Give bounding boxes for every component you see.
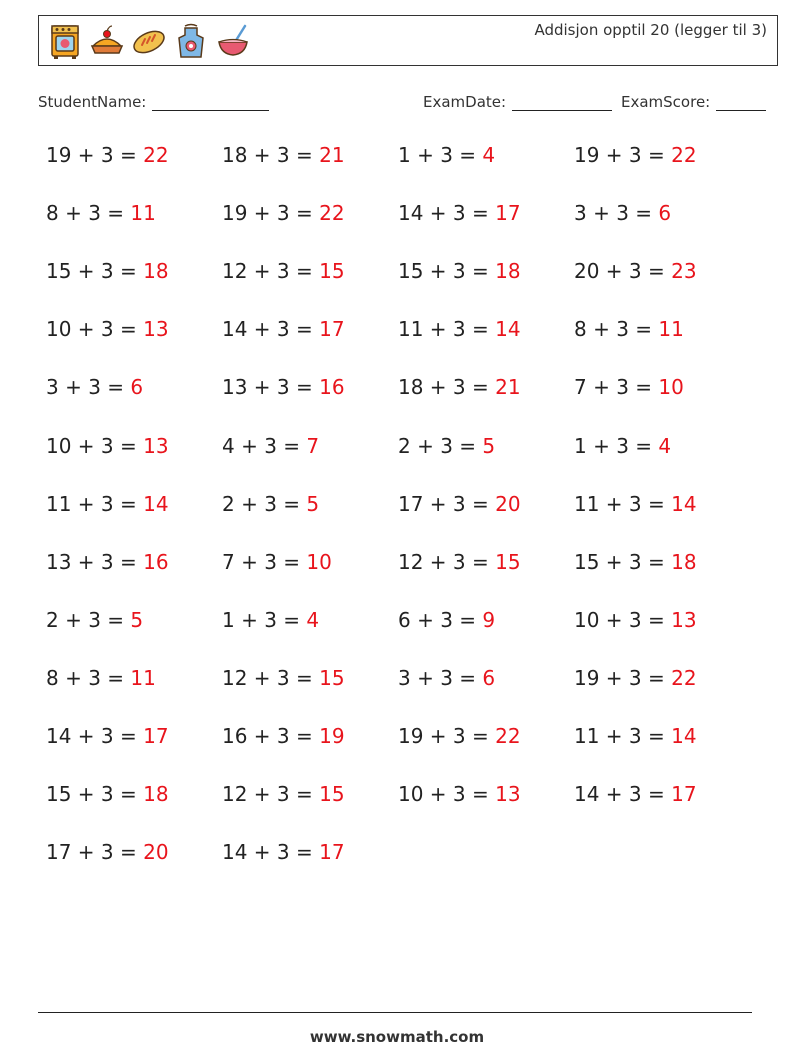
problem-answer: 9 (482, 607, 496, 632)
problem-item (222, 259, 345, 283)
problem-item (574, 201, 671, 225)
problem-question: 11 + 3 = (574, 491, 672, 516)
problem-item (222, 492, 319, 516)
exam-date-blank (512, 95, 612, 111)
problem-question: 19 + 3 = (574, 665, 672, 690)
problem-item (222, 782, 345, 806)
problem-answer: 14 (143, 491, 169, 516)
problem-answer: 17 (143, 724, 169, 748)
bread-icon (131, 22, 167, 60)
problem-item (46, 550, 169, 574)
problem-question: 12 + 3 = (222, 665, 320, 690)
problem-answer: 13 (143, 317, 169, 342)
problem-question: 14 + 3 = (398, 201, 496, 226)
problem-question: 7 + 3 = (574, 375, 659, 400)
problem-item (574, 666, 697, 690)
problem-answer: 18 (143, 782, 169, 807)
problem-question: 10 + 3 = (574, 607, 672, 632)
stove-icon (47, 22, 83, 60)
problem-question: 11 + 3 = (46, 491, 144, 516)
problem-item (46, 782, 169, 806)
worksheet-header (38, 15, 778, 66)
problem-answer: 14 (671, 491, 697, 516)
problem-question: 11 + 3 = (574, 724, 672, 748)
problem-question: 15 + 3 = (398, 259, 496, 284)
problem-item (574, 608, 697, 632)
problem-item (46, 259, 169, 283)
problem-item (46, 143, 169, 167)
exam-score-field (621, 93, 766, 111)
problem-item (46, 375, 143, 399)
exam-date-label: ExamDate: (423, 93, 507, 111)
problem-answer: 17 (671, 782, 697, 807)
footer-url: www.snowmath.com (309, 1028, 485, 1046)
problem-item (574, 375, 684, 399)
problem-question: 19 + 3 = (574, 143, 672, 167)
problem-question: 10 + 3 = (46, 433, 144, 458)
problem-item (574, 492, 697, 516)
problem-answer: 11 (130, 665, 156, 690)
problem-answer: 23 (671, 259, 697, 284)
problem-answer: 4 (658, 433, 672, 458)
problem-question: 3 + 3 = (398, 665, 483, 690)
problem-item (222, 375, 345, 399)
problem-question: 2 + 3 = (398, 433, 483, 458)
problem-item (222, 550, 332, 574)
problem-item (222, 840, 345, 864)
problem-question: 14 + 3 = (574, 782, 672, 807)
problem-item (398, 317, 521, 341)
problem-item (222, 608, 319, 632)
problem-item (398, 143, 495, 167)
problem-question: 19 + 3 = (398, 724, 496, 748)
problem-question: 18 + 3 = (398, 375, 496, 400)
problem-question: 19 + 3 = (46, 143, 144, 167)
pie-icon (89, 22, 125, 60)
problem-item (222, 201, 345, 225)
problem-item (398, 724, 521, 748)
problem-item (398, 492, 521, 516)
problem-answer: 22 (495, 724, 521, 748)
problem-answer: 4 (482, 143, 496, 167)
problem-item (46, 434, 169, 458)
problem-answer: 5 (482, 433, 496, 458)
problem-item (46, 724, 169, 748)
problem-question: 15 + 3 = (46, 259, 144, 284)
problem-answer: 20 (143, 840, 169, 865)
problem-question: 16 + 3 = (222, 724, 320, 748)
problem-question: 17 + 3 = (46, 840, 144, 865)
problem-answer: 6 (130, 375, 144, 400)
problem-question: 13 + 3 = (46, 549, 144, 574)
problem-question: 12 + 3 = (222, 259, 320, 284)
problem-question: 12 + 3 = (398, 549, 496, 574)
problem-answer: 11 (130, 201, 156, 226)
problem-question: 8 + 3 = (46, 665, 131, 690)
problem-answer: 14 (671, 724, 697, 748)
problem-answer: 5 (306, 491, 320, 516)
problem-question: 12 + 3 = (222, 782, 320, 807)
problem-answer: 14 (495, 317, 521, 342)
problem-answer: 22 (319, 201, 345, 226)
problem-answer: 13 (143, 433, 169, 458)
exam-score-blank (716, 95, 766, 111)
problem-answer: 7 (306, 433, 320, 458)
problem-question: 4 + 3 = (222, 433, 307, 458)
problem-item (46, 840, 169, 864)
student-name-blank (152, 95, 269, 111)
problem-question: 1 + 3 = (222, 607, 307, 632)
problem-item (398, 782, 521, 806)
problem-item (398, 375, 521, 399)
apron-icon (173, 22, 209, 60)
problem-question: 10 + 3 = (398, 782, 496, 807)
problem-answer: 17 (319, 840, 345, 865)
student-name-field (38, 93, 269, 111)
problem-answer: 15 (319, 782, 345, 807)
problem-answer: 22 (671, 665, 697, 690)
problem-item (222, 724, 345, 748)
problem-answer: 13 (671, 607, 697, 632)
problem-item (222, 143, 345, 167)
problem-question: 8 + 3 = (574, 317, 659, 342)
problem-answer: 15 (495, 549, 521, 574)
problem-item (574, 782, 697, 806)
problem-answer: 13 (495, 782, 521, 807)
problem-answer: 17 (319, 317, 345, 342)
problem-item (574, 143, 697, 167)
problem-question: 11 + 3 = (398, 317, 496, 342)
problem-question: 8 + 3 = (46, 201, 131, 226)
problem-item (574, 550, 697, 574)
problem-question: 2 + 3 = (222, 491, 307, 516)
problem-answer: 19 (319, 724, 345, 748)
problem-answer: 18 (143, 259, 169, 284)
problem-item (46, 201, 156, 225)
problem-question: 3 + 3 = (574, 201, 659, 226)
problem-item (398, 201, 521, 225)
problem-answer: 16 (319, 375, 345, 400)
problem-question: 15 + 3 = (574, 549, 672, 574)
problem-question: 3 + 3 = (46, 375, 131, 400)
header-icons (47, 22, 251, 62)
worksheet-title: Addisjon opptil 20 (legger til 3) (534, 21, 767, 39)
problem-question: 18 + 3 = (222, 143, 320, 167)
footer-divider (38, 1012, 752, 1013)
problem-answer: 18 (495, 259, 521, 284)
problem-question: 2 + 3 = (46, 607, 131, 632)
problem-item (574, 317, 684, 341)
problem-answer: 5 (130, 607, 144, 632)
problem-answer: 22 (671, 143, 697, 167)
problem-answer: 15 (319, 665, 345, 690)
problem-answer: 4 (306, 607, 320, 632)
mixing-bowl-icon (215, 22, 251, 60)
problem-item (398, 550, 521, 574)
problem-item (574, 434, 671, 458)
problem-answer: 17 (495, 201, 521, 226)
problem-question: 15 + 3 = (46, 782, 144, 807)
problem-question: 14 + 3 = (46, 724, 144, 748)
problem-answer: 16 (143, 549, 169, 574)
problem-answer: 21 (495, 375, 521, 400)
problem-answer: 10 (658, 375, 684, 400)
problem-answer: 6 (482, 665, 496, 690)
problem-item (398, 666, 495, 690)
problem-item (222, 666, 345, 690)
problem-answer: 6 (658, 201, 672, 226)
problem-answer: 21 (319, 143, 345, 167)
problem-question: 20 + 3 = (574, 259, 672, 284)
problem-question: 1 + 3 = (398, 143, 483, 167)
exam-date-field (423, 93, 612, 111)
problem-item (222, 434, 319, 458)
student-name-label: StudentName: (38, 93, 147, 111)
problem-item (222, 317, 345, 341)
problem-answer: 22 (143, 143, 169, 167)
problem-answer: 18 (671, 549, 697, 574)
problem-item (398, 608, 495, 632)
problem-question: 17 + 3 = (398, 491, 496, 516)
problem-item (46, 608, 143, 632)
problem-item (398, 259, 521, 283)
student-info-row (38, 93, 772, 115)
problem-question: 10 + 3 = (46, 317, 144, 342)
problem-answer: 11 (658, 317, 684, 342)
problem-answer: 20 (495, 491, 521, 516)
exam-score-label: ExamScore: (621, 93, 711, 111)
problem-answer: 15 (319, 259, 345, 284)
problem-question: 7 + 3 = (222, 549, 307, 574)
problem-item (574, 724, 697, 748)
problem-item (46, 492, 169, 516)
problem-question: 14 + 3 = (222, 840, 320, 865)
problem-item (46, 317, 169, 341)
problem-question: 13 + 3 = (222, 375, 320, 400)
problem-question: 14 + 3 = (222, 317, 320, 342)
problem-question: 1 + 3 = (574, 433, 659, 458)
problem-question: 6 + 3 = (398, 607, 483, 632)
problem-item (398, 434, 495, 458)
problem-question: 19 + 3 = (222, 201, 320, 226)
problem-item (574, 259, 697, 283)
problem-item (46, 666, 156, 690)
problem-answer: 10 (306, 549, 332, 574)
